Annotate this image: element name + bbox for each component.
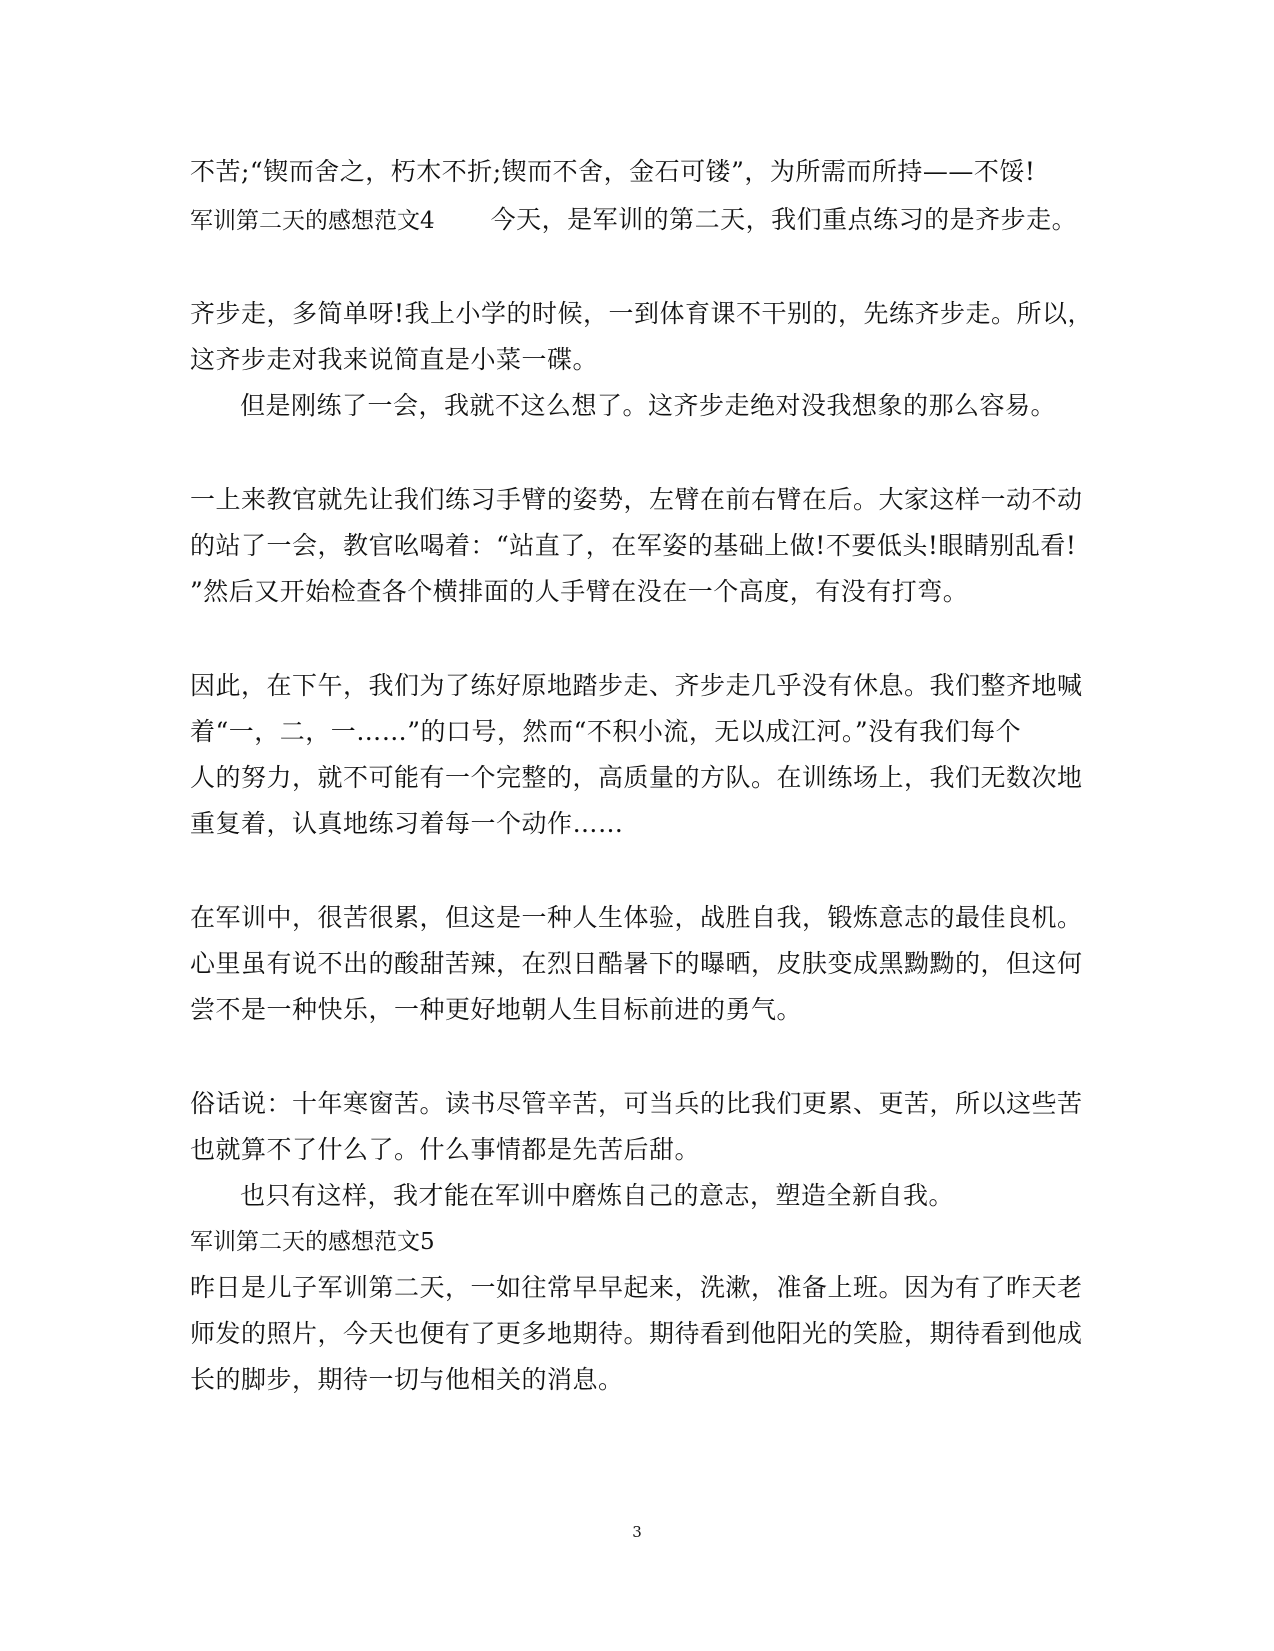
text-line: 俗话说：十年寒窗苦。读书尽管辛苦，可当兵的比我们更累、更苦，所以这些苦 — [190, 1089, 1083, 1118]
text-line: 这齐步走对我来说简直是小菜一碟。 — [190, 345, 599, 374]
text-line: 因此，在下午，我们为了练好原地踏步走、齐步走几乎没有休息。我们整齐地喊 — [190, 671, 1083, 700]
text-line-with-heading — [190, 204, 1077, 237]
text-line: 昨日是儿子军训第二天，一如往常早早起来，洗漱，准备上班。因为有了昨天老 — [190, 1273, 1083, 1302]
text-line: 今天，是军训的第二天，我们重点练习的是齐步走。 — [490, 205, 1078, 234]
section-heading-4: 军训第二天的感想范文4 — [190, 208, 435, 234]
text-line: 心里虽有说不出的酸甜苦辣，在烈日酷暑下的曝晒，皮肤变成黑黝黝的，但这何 — [190, 949, 1083, 978]
text-line: 尝不是一种快乐，一种更好地朝人生目标前进的勇气。 — [190, 995, 803, 1024]
text-line: 师发的照片，今天也便有了更多地期待。期待看到他阳光的笑脸，期待看到他成 — [190, 1319, 1083, 1348]
text-line: 着“一，二，一……”的口号，然而“不积小流，无以成江河。”没有我们每个 — [190, 717, 1022, 746]
text-line: 一上来教官就先让我们练习手臂的姿势，左臂在前右臂在后。大家这样一动不动 — [190, 485, 1083, 514]
page-number: 3 — [632, 1523, 642, 1541]
text-line: 但是刚练了一会，我就不这么想了。这齐步走绝对没我想象的那么容易。 — [240, 391, 1057, 420]
text-line: 不苦;“锲而舍之，朽木不折;锲而不舍，金石可镂”，为所需而所持——不馁! — [190, 157, 1036, 186]
text-line: 重复着，认真地练习着每一个动作…… — [190, 809, 624, 838]
text-line: 的站了一会，教官吆喝着：“站直了，在军姿的基础上做!不要低头!眼睛别乱看! — [190, 531, 1077, 560]
text-line: 人的努力，就不可能有一个完整的，高质量的方队。在训练场上，我们无数次地 — [190, 763, 1083, 792]
text-line: 也就算不了什么了。什么事情都是先苦后甜。 — [190, 1135, 701, 1164]
text-line: 长的脚步，期待一切与他相关的消息。 — [190, 1365, 624, 1394]
text-line: 齐步走，多简单呀!我上小学的时候，一到体育课不干别的，先练齐步走。所以， — [190, 299, 1094, 328]
text-line: ”然后又开始检查各个横排面的人手臂在没在一个高度，有没有打弯。 — [190, 577, 969, 606]
section-heading-5: 军训第二天的感想范文5 — [190, 1229, 435, 1255]
text-line: 也只有这样，我才能在军训中磨炼自己的意志，塑造全新自我。 — [240, 1181, 955, 1210]
text-line: 在军训中，很苦很累，但这是一种人生体验，战胜自我，锻炼意志的最佳良机。 — [190, 903, 1083, 932]
